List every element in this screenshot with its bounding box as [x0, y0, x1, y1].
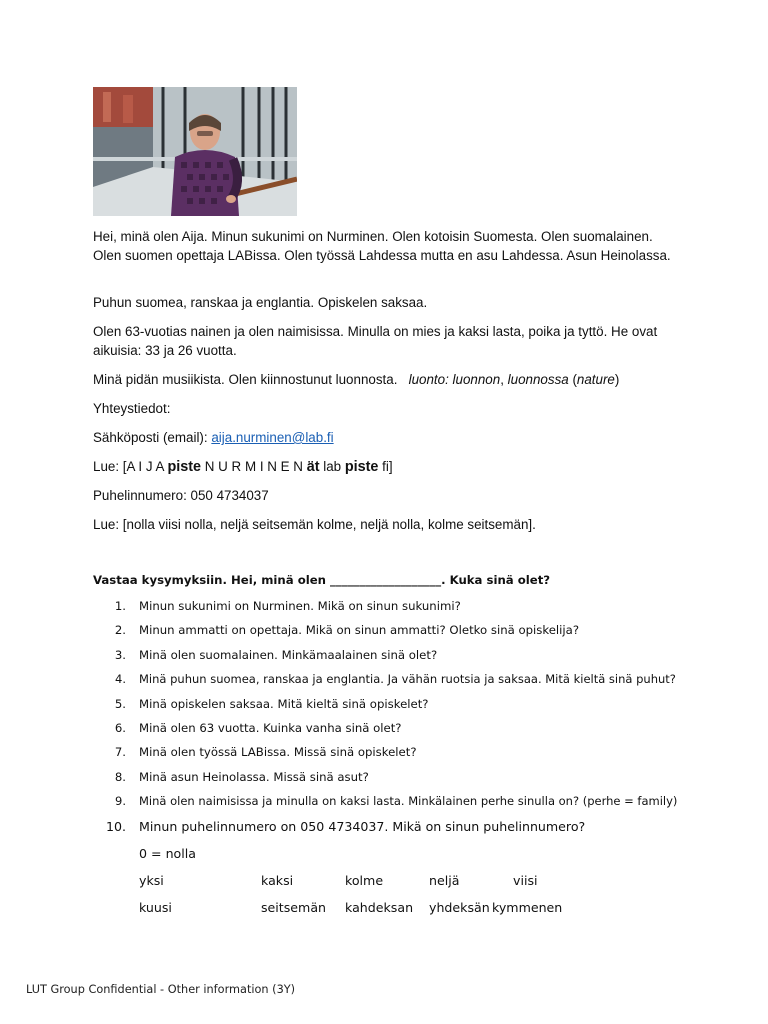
list-item [93, 744, 693, 768]
list-item [93, 598, 693, 622]
question-number: 6. [114, 720, 126, 735]
gloss-luonnossa: luonnossa [507, 372, 569, 387]
zero-word: 0 = nolla [139, 846, 196, 861]
gloss-nature: nature [576, 372, 615, 387]
question-text: Minä olen 63 vuotta. Kuinka vanha sinä olet? [139, 720, 402, 735]
questions-heading: Vastaa kysymyksiin. Hei, minä olen ___________________. Kuka sinä olet? [93, 573, 551, 587]
number-word: viisi [513, 873, 538, 888]
read-surname: N U R M I N E N [201, 459, 307, 474]
phone-line: Puhelinnumero: 050 4734037 [93, 488, 269, 503]
number-word: kaksi [261, 873, 294, 888]
number-word: neljä [429, 873, 460, 888]
question-number: 3. [114, 647, 126, 662]
number-word: yksi [139, 873, 164, 888]
list-item [93, 769, 693, 793]
gloss-luonto: luonto: luonnon [408, 372, 501, 387]
email-link[interactable]: aija.nurminen@lab.fi [211, 430, 334, 445]
contact-heading: Yhteystiedot: [93, 401, 171, 416]
list-item [93, 720, 693, 744]
portrait-photo [93, 87, 297, 216]
languages-paragraph: Puhun suomea, ranskaa ja englantia. Opiskelen saksaa. [93, 295, 428, 310]
number-word: yhdeksän [429, 900, 490, 915]
number-word: kahdeksan [345, 900, 414, 915]
question-text: Minä olen naimisissa ja minulla on kaksi lasta. Minkälainen perhe sinulla on? (perhe = family) [139, 794, 678, 809]
read-lab: lab [319, 459, 345, 474]
read-at: ät [306, 459, 320, 475]
question-number: 9. [115, 794, 126, 809]
read-prefix: Lue: [A I J A [93, 459, 168, 474]
question-text: Minä asun Heinolassa. Missä sinä asut? [139, 769, 369, 784]
question-number: 2. [114, 623, 126, 638]
email-pronunciation [93, 458, 683, 477]
number-word: kolme [345, 873, 384, 888]
read-suffix: fi] [378, 459, 393, 474]
gloss-close-paren: ) [614, 372, 620, 387]
number-word: kuusi [139, 900, 172, 915]
question-text: Minun puhelinnumero on 050 4734037. Mikä on sinun puhelinnumero? [139, 818, 586, 834]
music-paragraph [93, 371, 683, 390]
list-item [93, 622, 693, 646]
number-word: kymmenen [492, 900, 563, 915]
question-number: 1. [114, 599, 126, 613]
list-item [93, 671, 693, 695]
list-item [93, 818, 693, 842]
gloss-open-paren: ( [568, 372, 577, 387]
read-piste-1: piste [167, 459, 202, 475]
question-list [93, 598, 693, 842]
read-piste-2: piste [344, 459, 379, 475]
list-item [93, 793, 693, 817]
question-text: Minun sukunimi on Nurminen. Mikä on sinun sukunimi? [139, 599, 461, 613]
question-text: Minä puhun suomea, ranskaa ja englantia. Ja vähän ruotsia ja saksaa. Mitä kieltä sinä puhut? [139, 672, 676, 687]
question-text: Minä opiskelen saksaa. Mitä kieltä sinä opiskelet? [139, 696, 429, 711]
question-text: Minä olen työssä LABissa. Missä sinä opiskelet? [139, 745, 417, 760]
question-number: 10. [105, 818, 126, 834]
question-text: Minun ammatti on opettaja. Mikä on sinun ammatti? Oletko sinä opiskelija? [139, 623, 580, 638]
intro-paragraph: Hei, minä olen Aija. Minun sukunimi on Nurminen. Olen kotoisin Suomesta. Olen suomalainen. Olen suomen opettaja LABissa. Olen työssä Lahdessa mutta en asu Lahdessa. Asun Heinolassa. [93, 229, 671, 263]
confidentiality-footer: LUT Group Confidential - Other information (3Y) [26, 983, 296, 996]
gloss-separator: , [500, 372, 508, 387]
age-paragraph: Olen 63-vuotias nainen ja olen naimisissa. Minulla on mies ja kaksi lasta, poika ja tyttö. He ovat aikuisia: 33 ja 26 vuotta. [93, 324, 658, 358]
music-text: Minä pidän musiikista. Olen kiinnostunut luonnosta. [93, 372, 398, 387]
list-item [93, 647, 693, 671]
number-word: seitsemän [261, 900, 327, 915]
email-label: Sähköposti (email): [93, 430, 212, 445]
question-number: 5. [114, 696, 126, 711]
question-number: 8. [114, 769, 126, 784]
question-number: 4. [115, 672, 126, 687]
question-number: 7. [114, 745, 126, 760]
phone-pronunciation: Lue: [nolla viisi nolla, neljä seitsemän kolme, neljä nolla, kolme seitsemän]. [93, 517, 536, 532]
email-line [93, 429, 683, 448]
list-item [93, 696, 693, 720]
question-text: Minä olen suomalainen. Minkämaalainen sinä olet? [139, 647, 438, 662]
